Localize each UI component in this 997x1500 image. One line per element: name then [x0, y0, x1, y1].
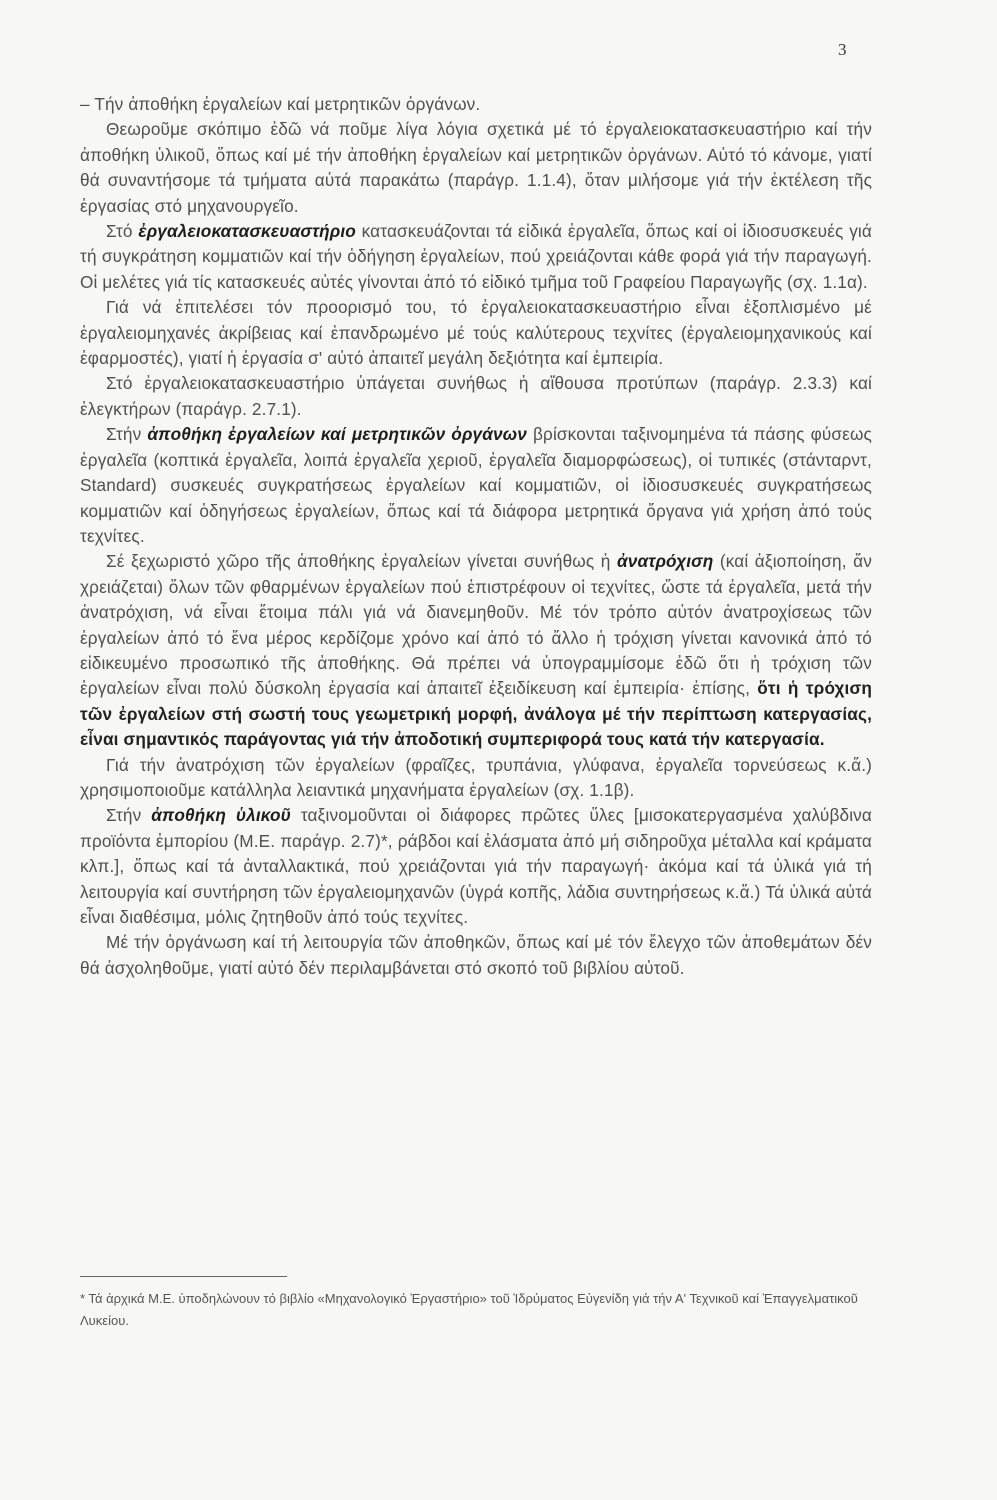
paragraph-2: Θεωροῦμε σκόπιμο ἐδῶ νά ποῦμε λίγα λόγια σχετικά μέ τό ἐργαλειοκατασκευαστήριο καί τήν ἀποθήκη ὑλικοῦ, ὅπως καί μέ τήν ἀποθήκη ἐργαλείων καί μετρητικῶν ὀργάνων. Αὐτό τό κάνομε, γιατί θά συναντήσομε τά τμήματα αὐτά παρακάτω (παράγρ. 1.1.4), ὅταν μιλήσομε γιά τήν ἐκτέλεση τῆς ἐργασίας στό μηχανουργεῖο. [80, 119, 872, 216]
page-number: 3 [838, 40, 847, 59]
paragraph-5: Στό ἐργαλειοκατασκευαστήριο ὑπάγεται συνήθως ἡ αἴθουσα προτύπων (παράγρ. 2.3.3) καί ἐλεγκτήρων (παράγρ. 2.7.1). [80, 373, 872, 419]
paragraph-7-body: (καί ἀξιοποίηση, ἄν χρειάζεται) ὅλων τῶν φθαρμένων ἐργαλείων πού ἐπιστρέφουν οἱ τεχνίτες, ὥστε τά ἐργαλεῖα, μετά τήν ἀνατρόχιση, νά εἶναι ἕτοιμα πάλι γιά νά διανεμηθοῦν. Μέ τόν τρόπο αὐτόν ἀνατροχίσεως τῶν ἐργαλείων ἀπό τό ἕνα μέρος κερδίζομε χρόνο καί ἀπό τό ἄλλο ἡ τρόχιση γίνεται κανονικά ἀπό τό εἰδικευμένο προσωπικό τῆς ἀποθήκης. Θά πρέπει νά ὑπογραμμίσομε ἐδῶ ὅτι ἡ τρόχιση τῶν ἐργαλείων εἶναι πολύ δύσκολη ἐργασία καί ἀπαιτεῖ ἐξειδίκευση καί ἐμπειρία· ἐπίσης, [80, 551, 872, 699]
paragraph-7-emphasis: ὅτι ἡ τρόχιση τῶν ἐργαλείων στή σωστή τους γεωμετρική μορφή, ἀνάλογα μέ τήν περίπτωση κατεργασίας, εἶναι σημαντικός παράγοντας γιά τήν ἀποδοτική συμπεριφορά τους κατά τήν κατεργασία. [80, 678, 873, 750]
paragraph-9 [80, 803, 872, 930]
footnote [80, 1288, 880, 1332]
term-tool-store: ἀποθήκη ἐργαλείων καί μετρητικῶν ὀργάνων [147, 424, 527, 445]
term-tool-workshop: ἐργαλειοκατασκευαστήριο [138, 221, 356, 242]
paragraph-7 [80, 549, 872, 752]
paragraph-4: Γιά νά ἐπιτελέσει τόν προορισμό του, τό ἐργαλειοκατασκευαστήριο εἶναι ἐξοπλισμένο μέ ἐργαλειομηχανές ἀκρίβειας καί ἐπανδρωμένο μέ τούς καλύτερους τεχνίτες (ἐργαλειομηχανικούς καί ἐφαρμοστές), γιατί ἡ ἐργασία σ' αὐτό ἀπαιτεῖ μεγάλη δεξιότητα καί ἐμπειρία. [80, 297, 872, 369]
paragraph-6 [80, 422, 872, 549]
paragraph-3 [80, 219, 872, 295]
body-text [80, 92, 872, 981]
term-material-store: ἀποθήκη ὑλικοῦ [151, 805, 291, 826]
paragraph-3-body: κατασκευάζονται τά εἰδικά ἐργαλεῖα, ὅπως καί οἱ ἰδιοσυσκευές γιά τή συγκράτηση κομματιῶν καί τήν ὁδήγηση ἐργαλείων, πού χρειάζονται κάθε φορά γιά τήν παραγωγή. Οἱ μελέτες γιά τίς κατασκευές αὐτές γίνονται ἀπό τό εἰδικό τμῆμα τοῦ Γραφείου Παραγωγῆς (σχ. 1.1α). [80, 221, 872, 292]
paragraph-6-body: βρίσκονται ταξινομημένα τά πάσης φύσεως ἐργαλεῖα (κοπτικά ἐργαλεῖα, λοιπά ἐργαλεῖα χεριοῦ, ἐργαλεῖα διαμορφώσεως), οἱ τυπικές (στάνταρντ, Standard) συσκευές συγκρατήσεως ἐργαλείων καί κομματιῶν, οἱ ἰδιοσυσκευές συγκρατήσεως κομματιῶν καί ὁδηγήσεως ἐργαλείων, ὅπως καί τά διάφορα μετρητικά ὄργανα γιά χρήση ἀπό τούς τεχνίτες. [80, 424, 872, 546]
paragraph-1: – Τήν ἀποθήκη ἐργαλείων καί μετρητικῶν ὀργάνων. [80, 94, 481, 114]
term-regrinding: ἀνατρόχιση [616, 551, 714, 572]
paragraph-3-lead: Στό [106, 221, 139, 242]
paragraph-6-lead: Στήν [106, 424, 148, 445]
paragraph-9-body: ταξινομοῦνται οἱ διάφορες πρῶτες ὕλες [μισοκατεργασμένα χαλύβδινα προϊόντα ἐμπορίου (Μ.Ε. παράγρ. 2.7)*, ράβδοι καί ἐλάσματα ἀπό μή σιδηροῦχα μέταλλα καί κράματα κλπ.], ὅπως καί τά ἀνταλλακτικά, πού χρειάζονται γιά τήν παραγωγή· ἀκόμα καί τά ὑλικά γιά τή λειτουργία καί συντήρηση τῶν ἐργαλειομηχανῶν (ὑγρά κοπῆς, λάδια συντηρήσεως κ.ἄ.) Τά ὑλικά αὐτά εἶναι διαθέσιμα, μόλις ζητηθοῦν ἀπό τούς τεχνίτες. [80, 805, 872, 927]
footnote-text: * Τά ἀρχικά Μ.Ε. ὑποδηλώνουν τό βιβλίο «Μηχανολογικό Ἐργαστήριο» τοῦ Ἱδρύματος Εὐγενίδη γιά τήν Α' Τεχνικοῦ καί Ἐπαγγελματικοῦ Λυκείου. [80, 1291, 858, 1328]
paragraph-8: Γιά τήν ἀνατρόχιση τῶν ἐργαλείων (φραῖζες, τρυπάνια, γλύφανα, ἐργαλεῖα τορνεύσεως κ.ἄ.) χρησιμοποιοῦμε κατάλληλα λειαντικά μηχανήματα ἐργαλείων (σχ. 1.1β). [80, 754, 872, 800]
paragraph-10: Μέ τήν ὀργάνωση καί τή λειτουργία τῶν ἀποθηκῶν, ὅπως καί μέ τόν ἔλεγχο τῶν ἀποθεμάτων δέν θά ἀσχοληθοῦμε, γιατί αὐτό δέν περιλαμβάνεται στό σκοπό τοῦ βιβλίου αὐτοῦ. [80, 932, 872, 978]
paragraph-7-lead: Σέ ξεχωριστό χῶρο τῆς ἀποθήκης ἐργαλείων γίνεται συνήθως ἡ [106, 551, 617, 572]
footnote-divider [80, 1276, 287, 1277]
paragraph-9-lead: Στήν [106, 805, 152, 826]
